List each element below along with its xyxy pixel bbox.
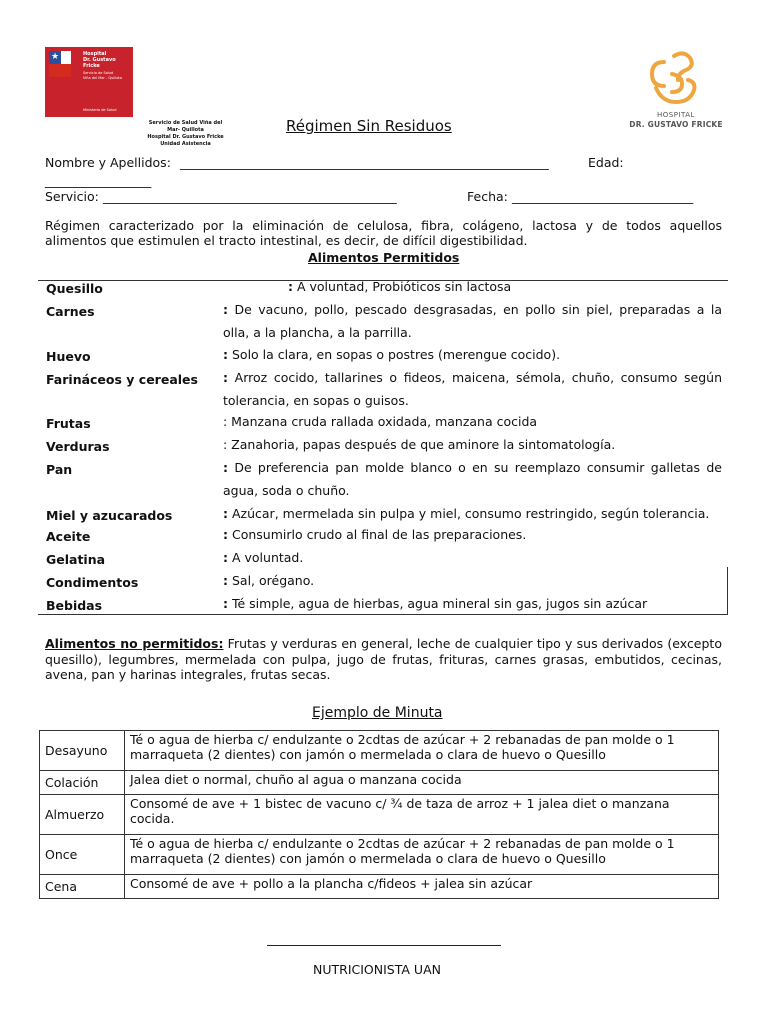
meal-name: Almuerzo	[40, 795, 125, 835]
table-row	[40, 835, 719, 875]
food-desc-text: De preferencia pan molde blanco o en su reemplazo consumir galletas de agua, soda o chuño.	[223, 460, 722, 498]
meal-desc: Té o agua de hierba c/ endulzante o 2cdtas de azúcar + 2 rebanadas de pan molde o 1 marraqueta (2 dientes) con jamón o mermelada o clara de huevo o Quesillo	[125, 731, 719, 771]
section-title: Alimentos Permitidos	[308, 250, 460, 265]
food-name: Quesillo	[46, 281, 103, 296]
meal-name: Desayuno	[40, 731, 125, 771]
food-desc-text: Solo la clara, en sopas o postres (merengue cocido).	[231, 347, 561, 362]
colon: :	[223, 460, 228, 475]
food-desc-text: Arroz cocido, tallarines o fideos, maicena, sémola, chuño, consumo según tolerancia, en sopas o guisos.	[223, 370, 722, 408]
colon: :	[223, 370, 228, 385]
edad-label: Edad:	[588, 155, 624, 170]
hospital-fricke-logo	[626, 48, 726, 132]
minuta-table	[39, 730, 719, 899]
table-row	[40, 795, 719, 835]
food-desc-text: Té simple, agua de hierbas, agua mineral sin gas, jugos sin azúcar	[231, 596, 648, 611]
hospital-logo	[45, 47, 133, 117]
food-desc-text: De vacuno, pollo, pescado desgrasadas, en pollo sin piel, preparadas a la olla, a la plancha, a la parrilla.	[223, 302, 722, 340]
logo-caption: HOSPITAL	[657, 111, 695, 119]
document-title: Régimen Sin Residuos	[286, 117, 452, 135]
meal-desc: Té o agua de hierba c/ endulzante o 2cdtas de azúcar + 2 rebanadas de pan molde o 1 marraqueta (2 dientes) con jamón o mermelada o clara de huevo o Quesillo	[125, 835, 719, 875]
food-name: Verduras	[46, 439, 110, 454]
org-line: Unidad Asistencia	[160, 141, 211, 147]
fecha-field[interactable]: _____________________________	[512, 189, 694, 204]
colon: :	[223, 550, 228, 565]
food-name: Carnes	[46, 304, 95, 319]
fecha-label: Fecha:	[467, 189, 508, 204]
meal-desc: Consomé de ave + 1 bistec de vacuno c/ ¾ de taza de arroz + 1 jalea diet o manzana cocida.	[125, 795, 719, 835]
logo-small-line: Viña del Mar - Quillota	[83, 76, 122, 80]
meal-desc: Consomé de ave + pollo a la plancha c/fideos + jalea sin azúcar	[125, 875, 719, 899]
food-desc-text: : Manzana cruda rallada oxidada, manzana cocida	[223, 414, 538, 429]
food-desc	[223, 457, 722, 502]
food-desc	[223, 299, 722, 344]
food-desc	[223, 593, 722, 616]
colon: :	[223, 573, 228, 588]
food-desc	[223, 524, 722, 547]
food-desc-text: Sal, orégano.	[231, 573, 315, 588]
food-desc	[223, 411, 722, 434]
table-row	[40, 731, 719, 771]
meal-name: Colación	[40, 771, 125, 795]
logo-line: Dr. Gustavo	[83, 57, 116, 63]
signature-label: NUTRICIONISTA UAN	[313, 962, 441, 977]
organization-text	[138, 120, 233, 148]
chile-flag-icon: ★	[49, 51, 71, 77]
logo-caption: DR. GUSTAVO FRICKE	[629, 120, 723, 129]
colon: :	[223, 506, 228, 521]
meal-name: Cena	[40, 875, 125, 899]
table-row	[40, 771, 719, 795]
org-line: Mar- Quillota	[167, 127, 204, 133]
food-desc	[223, 434, 722, 457]
food-name: Huevo	[46, 349, 91, 364]
food-name: Miel y azucarados	[46, 508, 173, 523]
colon: :	[223, 347, 228, 362]
food-desc	[288, 276, 728, 299]
colon: :	[223, 302, 228, 317]
nombre-label: Nombre y Apellidos:	[45, 155, 171, 170]
fricke-emblem-icon	[626, 48, 726, 110]
food-name: Frutas	[46, 416, 91, 431]
food-name: Aceite	[46, 529, 91, 544]
food-desc-text: Azúcar, mermelada sin pulpa y miel, consumo restringido, según tolerancia.	[231, 506, 710, 521]
org-line: Hospital Dr. Gustavo Fricke	[147, 134, 224, 140]
food-desc-text: A voluntad.	[231, 550, 304, 565]
table-border	[727, 567, 728, 615]
logo-small-line: Servicio de Salud	[83, 71, 114, 75]
food-name: Bebidas	[46, 598, 103, 613]
colon: :	[223, 596, 228, 611]
logo-line: Hospital	[83, 51, 107, 57]
no-permitidos-paragraph	[45, 636, 722, 683]
nombre-field-continuation[interactable]: _________________	[45, 173, 152, 188]
food-name: Condimentos	[46, 575, 139, 590]
food-desc-text: : Zanahoria, papas después de que aminore la sintomatología.	[223, 437, 616, 452]
food-desc	[223, 367, 722, 412]
no-permitidos-label: Alimentos no permitidos:	[45, 636, 224, 651]
description-paragraph: Régimen caracterizado por la eliminación de celulosa, fibra, colágeno, lactosa y de todos aquellos alimentos que estimulen el tracto intestinal, es decir, de difícil digestibilidad.	[45, 218, 722, 248]
food-name: Gelatina	[46, 552, 106, 567]
food-name: Pan	[46, 462, 73, 477]
logo-footer: Ministerio de Salud	[83, 108, 117, 112]
table-row	[40, 875, 719, 899]
org-line: Servicio de Salud Viña del	[148, 120, 223, 126]
food-desc	[223, 503, 722, 526]
servicio-field[interactable]: _______________________________________________	[103, 189, 397, 204]
no-permitidos-text: Frutas y verduras en general, leche de cualquier tipo y sus derivados (excepto quesillo), legumbres, mermelada con pulpa, jugo de frutas, frituras, carnes grasas, embutidos, cecinas, avena, pan y harinas integrales, frutas secas.	[45, 636, 722, 682]
servicio-label: Servicio:	[45, 189, 99, 204]
food-desc	[223, 547, 722, 570]
logo-line: Fricke	[83, 63, 100, 69]
colon: :	[223, 527, 228, 542]
food-desc	[223, 344, 722, 367]
food-desc	[223, 570, 722, 593]
signature-line	[267, 945, 501, 946]
food-desc-text: A voluntad, Probióticos sin lactosa	[296, 279, 512, 294]
nombre-field[interactable]: ___________________________________________________________	[180, 155, 549, 170]
food-name: Farináceos y cereales	[46, 372, 198, 387]
minuta-title: Ejemplo de Minuta	[312, 705, 443, 721]
meal-name: Once	[40, 835, 125, 875]
colon: :	[288, 279, 293, 294]
food-desc-text: Consumirlo crudo al final de las preparaciones.	[231, 527, 527, 542]
meal-desc: Jalea diet o normal, chuño al agua o manzana cocida	[125, 771, 719, 795]
